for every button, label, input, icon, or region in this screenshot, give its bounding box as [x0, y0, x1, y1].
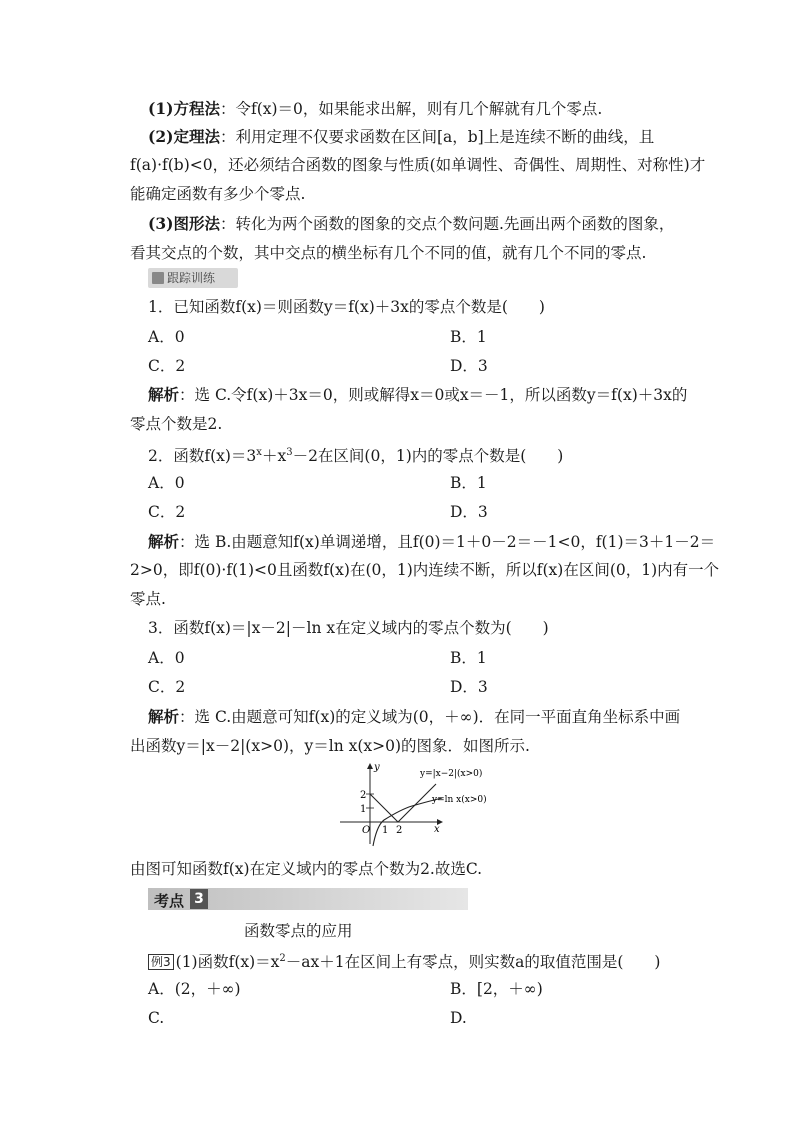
example-3-stem	[148, 948, 660, 973]
follow-up-training-badge	[148, 268, 238, 288]
q1-option-b: B．1	[450, 328, 487, 346]
q1-answer-line-2: 零点个数是2.	[130, 415, 223, 433]
y-tick-2-label: 2	[360, 790, 367, 801]
q3-stem: 3．函数f(x)＝|x－2|－ln x在定义域内的零点个数为( )	[148, 619, 549, 637]
q3-answer-label: 解析	[148, 707, 180, 726]
y-axis-label: y	[374, 762, 380, 773]
ln-function-label: y=ln x(x>0)	[432, 795, 487, 805]
key-point-banner	[148, 888, 468, 910]
method-1-line	[148, 98, 602, 120]
method-2-line-1	[148, 126, 654, 148]
q2-answer-label: 解析	[148, 532, 180, 551]
q3-answer-line-2: 出函数y＝|x－2|(x>0)，y＝ln x(x>0)的图象．如图所示.	[130, 737, 530, 755]
q2-stem-sup-2: 3	[286, 447, 293, 458]
q2-option-d: D．3	[450, 503, 488, 521]
q3-option-a: A．0	[148, 649, 185, 667]
q1-answer-label: 解析	[148, 385, 180, 404]
key-point-label: 考点	[154, 892, 185, 910]
q2-answer-line-2: 2>0，即f(0)·f(1)<0且函数f(x)在(0，1)内连续不断，所以f(x)在区间(0，1)内有一个	[130, 561, 720, 579]
method-2-line-3: 能确定函数有多少个零点.	[130, 185, 306, 203]
q2-stem-c: －2在区间(0，1)内的零点个数是( )	[292, 447, 564, 466]
x-tick-1-label: 1	[382, 825, 389, 836]
method-2-text-1: ：利用定理不仅要求函数在区间[a，b]上是连续不断的曲线，且	[219, 128, 655, 146]
key-point-number: 3	[190, 889, 208, 909]
function-graph	[330, 760, 510, 850]
method-1-label: (1)方程法	[148, 99, 220, 118]
badge-label: 跟踪训练	[167, 271, 216, 285]
q3-answer-line-1	[148, 706, 680, 728]
method-2-label: (2)定理法	[148, 127, 220, 146]
example-3-stem-a: (1)函数f(x)＝x	[175, 953, 280, 972]
q2-answer-line-3: 零点.	[130, 590, 166, 608]
q3-answer-text-1: ：选 C.由题意可知f(x)的定义域为(0，＋∞)．在同一平面直角坐标系中画	[179, 708, 681, 726]
q2-answer-line-1	[148, 531, 715, 553]
q1-option-c: C．2	[148, 357, 186, 375]
q2-stem-sup-1: x	[256, 447, 262, 458]
y-tick-1-label: 1	[360, 804, 367, 815]
example-3-option-a: A．(2，＋∞)	[148, 980, 241, 998]
method-3-label: (3)图形法	[148, 214, 220, 233]
method-1-text: ：令f(x)＝0，如果能求出解，则有几个解就有几个零点.	[219, 100, 603, 118]
q3-conclusion: 由图可知函数f(x)在定义域内的零点个数为2.故选C.	[130, 860, 483, 878]
example-3-tag: 例3	[148, 954, 174, 970]
q2-stem-b: ＋x	[261, 447, 287, 466]
x-tick-2-label: 2	[396, 825, 403, 836]
method-3-line-2: 看其交点的个数，其中交点的横坐标有几个不同的值，就有几个不同的零点.	[130, 244, 647, 262]
q3-option-d: D．3	[450, 678, 488, 696]
q2-stem	[148, 442, 563, 467]
q2-option-c: C．2	[148, 503, 186, 521]
example-3-option-b: B．[2，＋∞)	[450, 980, 543, 998]
x-axis-label: x	[434, 824, 440, 835]
method-2-line-2: f(a)·f(b)<0，还必须结合函数的图象与性质(如单调性、奇偶性、周期性、对称性)才	[130, 156, 706, 174]
q2-stem-a: 2．函数f(x)＝3	[148, 447, 257, 466]
q1-option-d: D．3	[450, 357, 488, 375]
q2-option-b: B．1	[450, 474, 487, 492]
abs-function-label: y=|x−2|(x>0)	[420, 769, 483, 779]
example-3-option-c: C.	[148, 1009, 165, 1027]
q1-answer-line-1	[148, 384, 687, 406]
q2-answer-text-1: ：选 B.由题意知f(x)单调递增，且f(0)＝1＋0－2＝－1<0，f(1)＝3＋1－2＝	[179, 533, 716, 551]
q3-option-c: C．2	[148, 678, 186, 696]
example-3-stem-sup: 2	[279, 953, 286, 964]
origin-label: O	[362, 825, 371, 836]
q2-option-a: A．0	[148, 474, 185, 492]
abs-function-curve	[370, 784, 436, 822]
method-3-text-1: ：转化为两个函数的图象的交点个数问题.先画出两个函数的图象，	[219, 215, 675, 233]
example-3-option-d: D.	[450, 1009, 467, 1027]
pencil-icon	[152, 272, 164, 284]
example-3-stem-b: －ax＋1在区间上有零点，则实数a的取值范围是( )	[285, 953, 661, 972]
method-3-line-1	[148, 213, 674, 235]
section-title: 函数零点的应用	[244, 922, 353, 940]
q1-option-a: A．0	[148, 328, 185, 346]
q3-option-b: B．1	[450, 649, 487, 667]
q1-answer-text-1: ：选 C.令f(x)＋3x＝0，则或解得x＝0或x＝－1，所以函数y＝f(x)＋3x的	[179, 386, 688, 404]
q1-stem: 1．已知函数f(x)＝则函数y＝f(x)＋3x的零点个数是( )	[148, 298, 545, 316]
